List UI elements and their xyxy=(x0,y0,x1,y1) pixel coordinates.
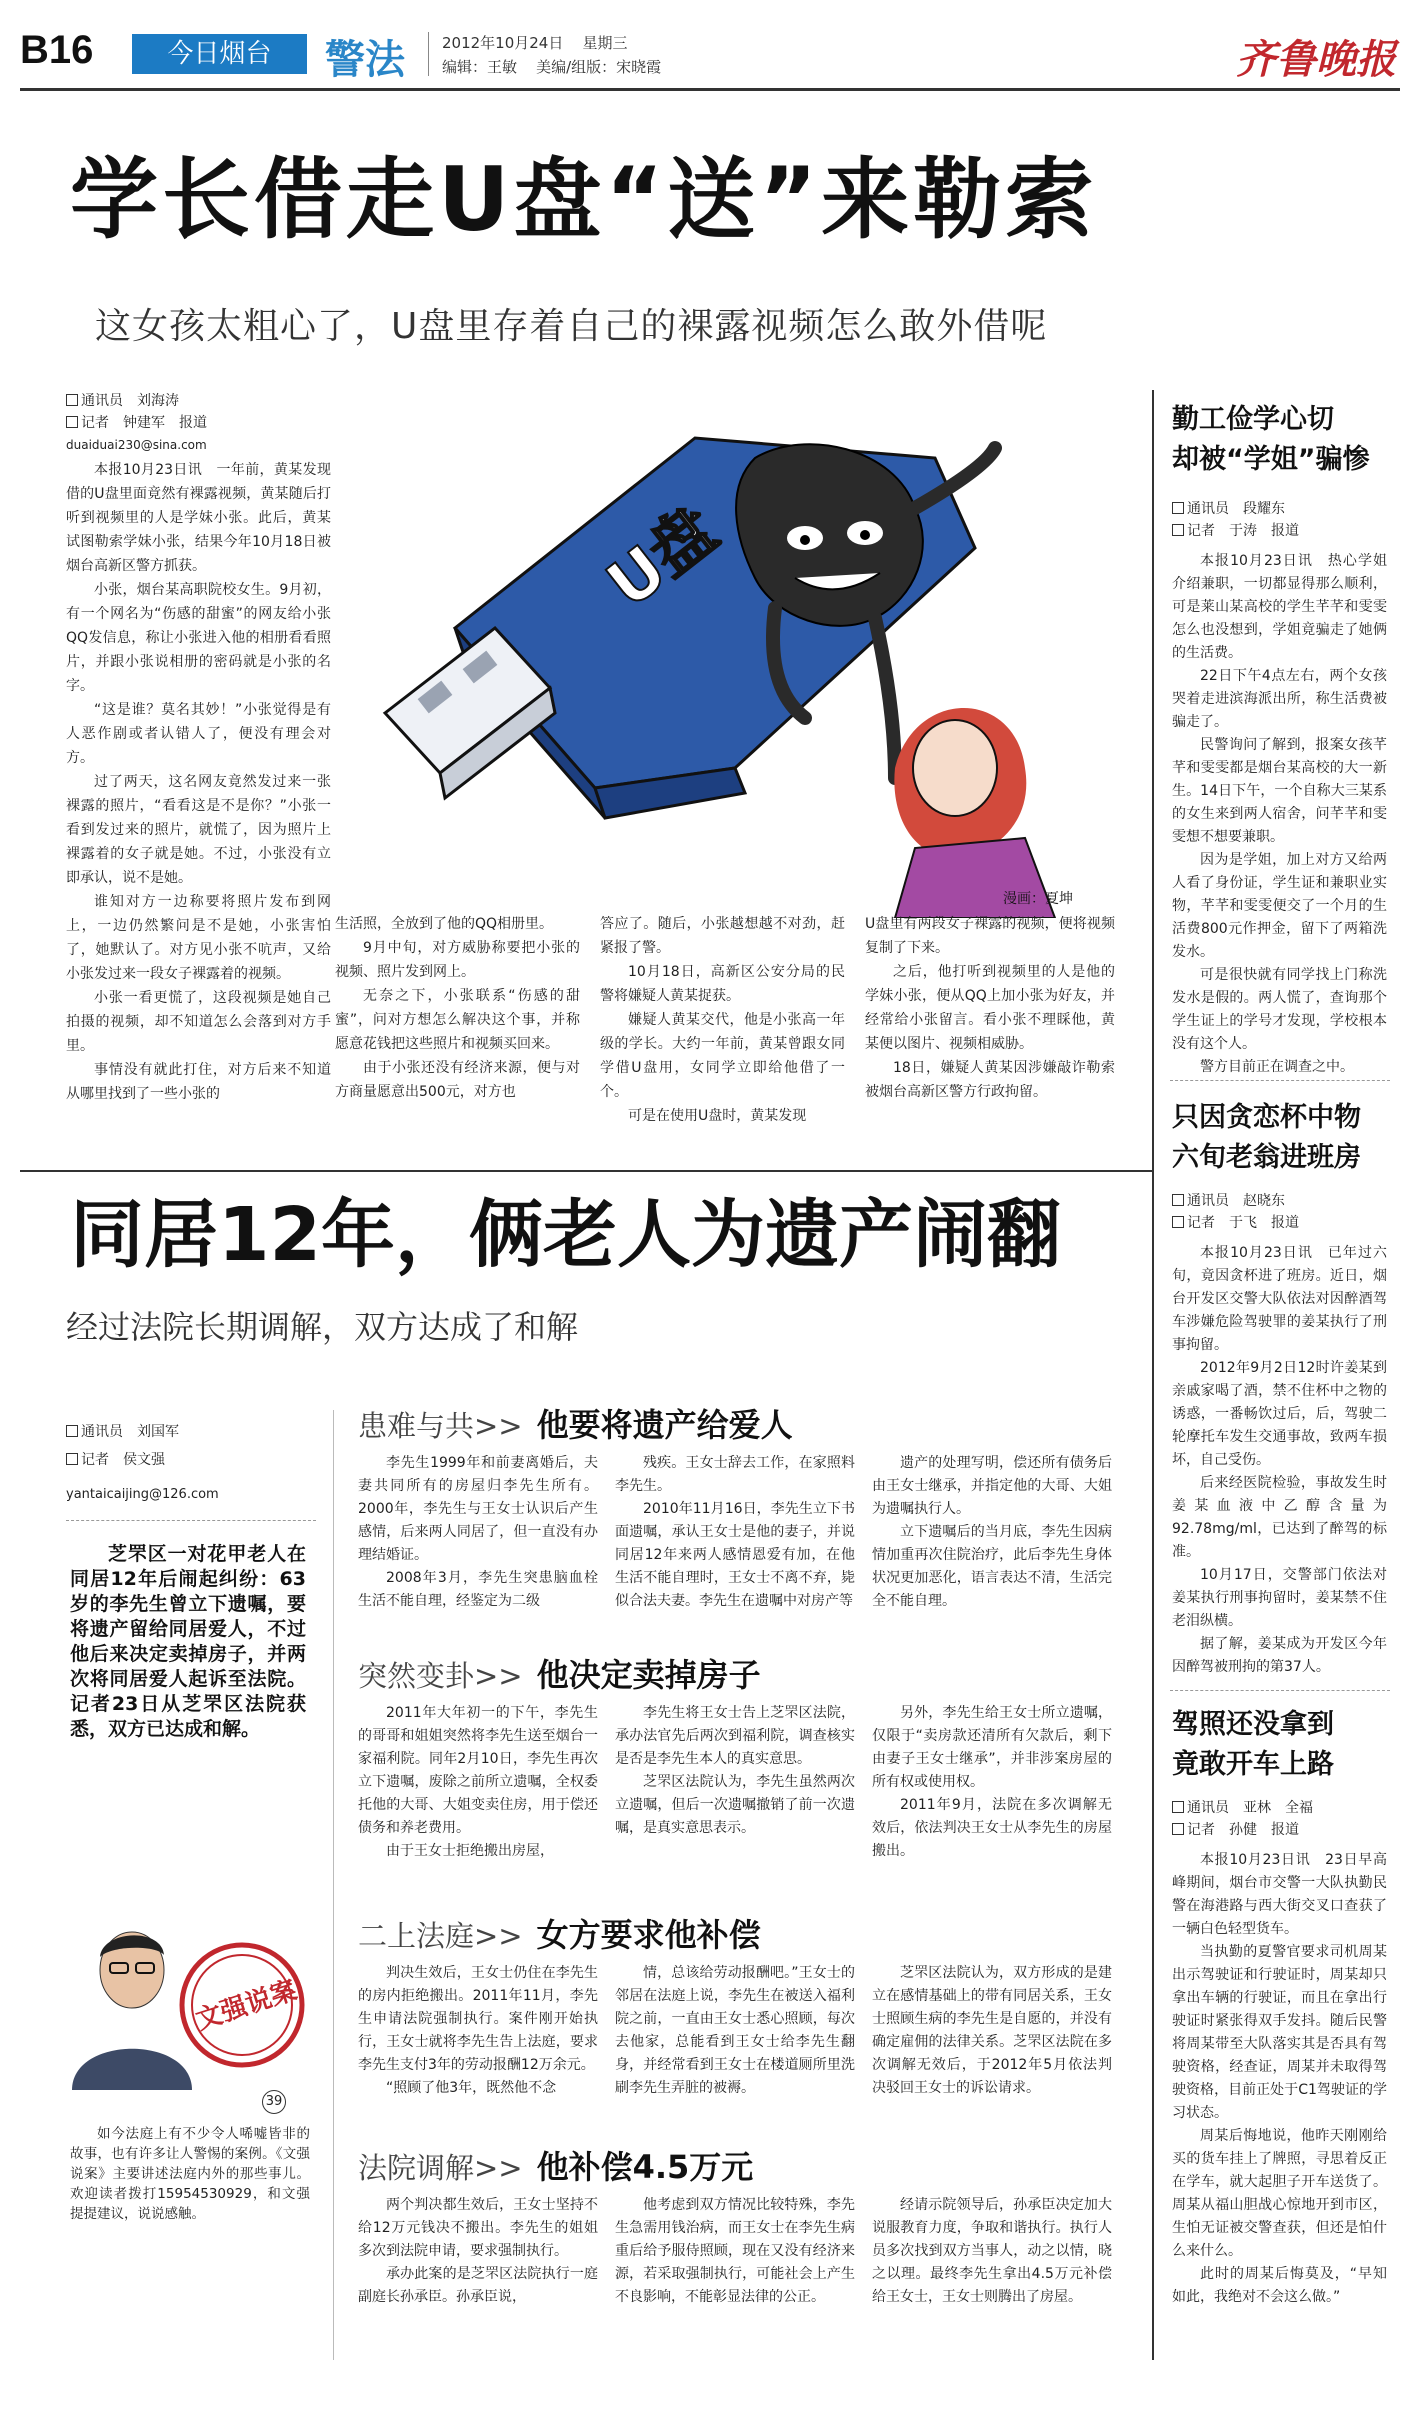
story1-col4-p2: 之后，他打听到视频里的人是他的学妹小张，便从QQ上加小张为好友，并经常给小张留言。看小张不理睬他，黄某便以图片、视频相威胁。 xyxy=(865,964,1115,1052)
column-stamp: 文强说案 xyxy=(192,1975,301,2037)
section-headline: 他决定卖掉房子 xyxy=(536,1656,761,1694)
story1-col2-p3: 无奈之下，小张联系“伤感的甜蜜”，问对方想怎么解决这个事，并称愿意花钱把这些照片和视频买回来。 xyxy=(335,988,580,1052)
section-heading xyxy=(358,1400,793,1446)
story2-inner-rule xyxy=(333,1410,334,2360)
side1-body xyxy=(1172,550,1387,1130)
section-column xyxy=(615,1702,855,1912)
side-divider-1 xyxy=(1170,1080,1390,1081)
story1-col2 xyxy=(335,912,580,1212)
story1-col1-p2: 小张，烟台某高职院校女生。9月初，有一个网名为“伤感的甜蜜”的网友给小张QQ发信息，称让小张进入他的相册看看照片，并跟小张说相册的密码就是小张的名字。 xyxy=(66,582,331,694)
story1-col4-p1: U盘里有两段女子裸露的视频，便将视频复制了下来。 xyxy=(865,916,1115,956)
story1-col1-p6: 小张一看更慌了，这段视频是她自己拍摄的视频，却不知道怎么会落到对方手里。 xyxy=(66,990,331,1054)
story1-col3 xyxy=(600,912,845,1212)
side3-p1: 本报10月23日讯 23日早高峰期间，烟台市交警一大队执勤民警在海港路与西大街交叉口查获了一辆白色轻型货车。 xyxy=(1172,1852,1387,1937)
side-story1 xyxy=(1172,400,1387,1130)
section-paragraph: 2011年大年初一的下午，李先生的哥哥和姐姐突然将李先生送至烟台一家福利院。同年2月10日，李先生再次立下遗嘱，废除之前所立遗嘱，全权委托他的大哥、大姐变卖住房，用于偿还债务和养老费用。 xyxy=(358,1705,598,1836)
story1-illustration xyxy=(335,388,1147,918)
side1-byline1: 通讯员 段耀东 xyxy=(1172,498,1387,520)
column-number: 39 xyxy=(262,2090,286,2114)
story2-byline2: 记者 侯文强 xyxy=(66,1446,326,1474)
story2-lead: 芝罘区一对花甲老人在同居12年后闹起纠纷：63岁的李先生曾立下遗嘱，要将遗产留给同居爱人，不过他后来决定卖掉房子，并两次将同居爱人起诉至法院。记者23日从芝罘区法院获悉，双方已达成和解。 xyxy=(70,1543,306,1740)
editor-line xyxy=(442,56,661,77)
page-number: B16 xyxy=(20,28,94,72)
side1-title2: 却被“学姐”骗惨 xyxy=(1172,444,1370,475)
story2-byline1: 通讯员 刘国军 xyxy=(66,1418,326,1446)
story2-email: yantaicaijing@126.com xyxy=(66,1487,219,1502)
section-kicker: 突然变卦>> xyxy=(358,1659,523,1693)
story2-subtitle: 经过法院长期调解，双方达成了和解 xyxy=(66,1308,579,1346)
story1-col1-p5: 谁知对方一边称要将照片发布到网上，一边仍然繁问是不是她，小张害怕了，她默认了。对方见小张不吭声，又给小张发过来一段女子裸露着的视频。 xyxy=(66,894,331,982)
side-divider-2 xyxy=(1170,1690,1390,1691)
story1-subtitle: 这女孩太粗心了，U盘里存着自己的裸露视频怎么敢外借呢 xyxy=(95,306,1048,347)
section-heading xyxy=(358,2142,753,2188)
section-name: 警法 xyxy=(325,37,405,83)
side3-title1: 驾照还没拿到 xyxy=(1172,1709,1334,1740)
side2-p2: 2012年9月2日12时许姜某到亲戚家喝了酒，禁不住杯中之物的诱惑，一番畅饮过后，后，驾驶二轮摩托车发生交通事故，致两车损坏，自己受伤。 xyxy=(1172,1360,1387,1468)
section-paragraph: 2010年11月16日，李先生立下书面遗嘱，承认王女士是他的妻子，并说同居12年来两人感情恩爱有加，在他生活不能自理时，王女士不离不弃，毙似合法夫妻。李先生在遗嘱中对房产等 xyxy=(615,1501,855,1609)
side1-p6: 警方目前正在调查之中。 xyxy=(1200,1059,1354,1075)
section-kicker: 法院调解>> xyxy=(358,2151,523,2185)
section-paragraph: 两个判决都生效后，王女士坚持不给12万元钱决不搬出。李先生的姐姐多次到法院申请，要求强制执行。 xyxy=(358,2197,598,2259)
story1-col3-p3: 嫌疑人黄某交代，他是小张高一年级的学长。大约一年前，黄某曾跟女同学借U盘用，女同学立即给他借了一个。 xyxy=(600,1012,845,1100)
section-kicker: 二上法庭>> xyxy=(358,1919,523,1953)
story1-col3-p2: 10月18日，高新区公安分局的民警将嫌疑人黄某捉获。 xyxy=(600,964,845,1004)
side1-p1: 本报10月23日讯 热心学姐介绍兼职，一切都显得那么顺利，可是莱山某高校的学生芊芊和雯雯怎么也没想到，学姐竟骗走了她俩的生活费。 xyxy=(1172,553,1387,661)
section-paragraph: 经请示院领导后，孙承臣决定加大说服教育力度，争取和谐执行。执行人员多次找到双方当事人，动之以情，晓之以理。最终李先生拿出4.5万元补偿给王女士，王女士则腾出了房屋。 xyxy=(872,2197,1112,2305)
side2-byline1: 通讯员 赵晓东 xyxy=(1172,1190,1387,1212)
section-column xyxy=(872,1962,1112,2162)
side1-p2: 22日下午4点左右，两个女孩哭着走进滨海派出所，称生活费被骗走了。 xyxy=(1172,668,1387,730)
usb-label: U盘 xyxy=(594,493,732,623)
side1-p5: 可是很快就有同学找上门称洗发水是假的。两人慌了，查询那个学生证上的学号才发现，学校根本没有这个人。 xyxy=(1172,967,1387,1052)
story1-col2-p1: 生活照，全放到了他的QQ相册里。 xyxy=(335,916,554,932)
section-paragraph: 芝罘区法院认为，双方形成的是建立在感情基础上的带有同居关系，王女士照顾生病的李先生是自愿的，并没有确定雇佣的法律关系。芝罘区法院在多次调解无效后，于2012年5月依法判决驳回王女士的诉讼请求。 xyxy=(872,1965,1112,2096)
issue-weekday: 星期三 xyxy=(582,34,628,52)
section-column xyxy=(615,1962,855,2162)
section-paragraph: 承办此案的是芝罘区法院执行一庭副庭长孙承臣。孙承臣说， xyxy=(358,2266,598,2305)
column-promo: 如今法庭上有不少令人唏嘘皆非的故事，也有许多让人警惕的案例。《文强说案》主要讲述法庭内外的那些事儿。欢迎读者拨打15954530929，和文强提提建议，说说感触。 xyxy=(70,2126,310,2222)
section-tab: 今日烟台 xyxy=(132,34,307,74)
story1-col1 xyxy=(66,458,331,1258)
section-paragraph: 他考虑到双方情况比较特殊，李先生急需用钱治病，而王女士在李先生病重后给予服侍照顾，现在又没有经济来源，若采取强制执行，可能社会上产生不良影响，不能彰显法律的公正。 xyxy=(615,2197,855,2305)
section-headline: 他补偿4.5万元 xyxy=(536,2148,754,2186)
section-headline: 他要将遗产给爱人 xyxy=(536,1406,793,1444)
issue-date-line xyxy=(442,32,627,53)
illustration-credit: 漫画：夏坤 xyxy=(1003,891,1073,907)
byline-email: duaiduai230@sina.com xyxy=(66,438,207,452)
section-paragraph: 2008年3月，李先生突患脑血栓生活不能自理，经鉴定为二级 xyxy=(358,1570,598,1609)
side2-p5: 据了解，姜某成为开发区今年因醉驾被刑拘的第37人。 xyxy=(1172,1636,1387,1675)
section-paragraph: 残疾。王女士辞去工作，在家照料李先生。 xyxy=(615,1455,855,1494)
story2-byline-rule xyxy=(66,1520,316,1521)
section-column xyxy=(358,1962,598,2162)
sidebar-rule xyxy=(1152,390,1154,2360)
byline-correspondent: 通讯员 刘海涛 xyxy=(66,390,326,412)
story1-col3-p1: 答应了。随后，小张越想越不对劲，赶紧报了警。 xyxy=(600,916,845,956)
story2-byline xyxy=(66,1418,326,1506)
usb-monster-cartoon xyxy=(335,388,1147,918)
section-paragraph: 另外，李先生给王女士所立遗嘱，仅限于“卖房款还清所有欠款后，剩下由妻子王女士继承”，并非涉案房屋的所有权或使用权。 xyxy=(872,1705,1112,1790)
story1-title: 学长借走U盘“送”来勒索 xyxy=(70,148,1098,251)
section-column xyxy=(358,2194,598,2404)
section-paragraph: 情，总该给劳动报酬吧。”王女士的邻居在法庭上说，李先生在被送入福利院之前，一直由王女士悉心照顾，每次去他家，总能看到王女士给李先生翻身，并经常看到王女士在楼道厕所里洗刷李先生弄脏的被褥。 xyxy=(615,1965,855,2096)
section-paragraph: 遗产的处理写明，偿还所有债务后由王女士继承，并指定他的大哥、大姐为遗嘱执行人。 xyxy=(872,1455,1112,1517)
section-heading xyxy=(358,1910,761,1956)
side3-title2: 竟敢开车上路 xyxy=(1172,1749,1334,1780)
section-paragraph: 判决生效后，王女士仍住在李先生的房内拒绝搬出。2011年11月，李先生申请法院强制执行。案件刚开始执行，王女士就将李先生告上法庭，要求李先生支付3年的劳动报酬12万余元。 xyxy=(358,1965,598,2073)
story1-col2-p2: 9月中旬，对方威胁称要把小张的视频、照片发到网上。 xyxy=(335,940,580,980)
section-paragraph: 2011年9月，法院在多次调解无效后，依法判决王女士从李先生的房屋搬出。 xyxy=(872,1797,1112,1859)
story1-col4-p3: 18日，嫌疑人黄某因涉嫌敲诈勒索被烟台高新区警方行政拘留。 xyxy=(865,1060,1115,1100)
story1-col4 xyxy=(865,912,1115,1212)
side1-title1: 勤工俭学心切 xyxy=(1172,404,1334,435)
side1-p3: 民警询问了解到，报案女孩芊芊和雯雯都是烟台某高校的大一新生。14日下午，一个自称大三某系的女生来到两人宿舍，问芊芊和雯雯想不想要兼职。 xyxy=(1172,737,1387,845)
side2-byline2: 记者 于飞 报道 xyxy=(1172,1212,1387,1234)
section-paragraph: 立下遗嘱后的当月底，李先生因病情加重再次住院治疗，此后李先生身体状况更加恶化，语言表达不清，生活完全不能自理。 xyxy=(872,1524,1112,1609)
side1-p4: 因为是学姐，加上对方又给两人看了身份证，学生证和兼职业实物，芊芊和雯雯便交了一个月的生活费800元作押金，留下了两箱洗发水。 xyxy=(1172,852,1387,960)
story1-col3-p4: 可是在使用U盘时，黄某发现 xyxy=(628,1108,807,1124)
side3-byline2: 记者 孙健 报道 xyxy=(1172,1819,1387,1841)
side3-p3: 周某后悔地说，他昨天刚刚给买的货车挂上了牌照，寻思着反正在学车，就大起胆子开车送货了。周某从福山胆战心惊地开到市区，生怕无证被交警查获，但还是怕什么来什么。 xyxy=(1172,2128,1387,2259)
story2-title: 同居12年，俩老人为遗产闹翻 xyxy=(70,1192,1061,1278)
story1-col1-p4: 过了两天，这名网友竟然发过来一张裸露的照片，“看看这是不是你？”小张一看到发过来的照片，就慌了，因为照片上裸露着的女子就是她。不过，小张没有立即承认，说不是她。 xyxy=(66,774,331,886)
story1-col1-p3: “这是谁？莫名其妙！”小张觉得是有人恶作剧或者认错人了，便没有理会对方。 xyxy=(66,702,331,766)
section-column xyxy=(615,1452,855,1652)
side2-p4: 10月17日，交警部门依法对姜某执行刑事拘留时，姜某禁不住老泪纵横。 xyxy=(1172,1567,1387,1629)
issue-date: 2012年10月24日 xyxy=(442,34,564,52)
story2-top-rule xyxy=(20,1170,1152,1172)
side3-body xyxy=(1172,1849,1387,2409)
byline-reporter: 记者 钟建军 报道 xyxy=(66,412,326,434)
designer: 美编/组版：宋晓霞 xyxy=(536,58,662,76)
side2-p1: 本报10月23日讯 已年过六旬，竟因贪杯进了班房。近日，烟台开发区交警大队依法对因醉酒驾车涉嫌危险驾驶罪的姜某执行了刑事拘留。 xyxy=(1172,1245,1387,1353)
section-paragraph: 李先生1999年和前妻离婚后，夫妻共同所有的房屋归李先生所有。2000年，李先生与王女士认识后产生感情，后来两人同居了，但一直没有办理结婚证。 xyxy=(358,1455,598,1563)
story1-col1-p1: 本报10月23日讯 一年前，黄某发现借的U盘里面竟然有裸露视频，黄某随后打听到视频里的人是学妹小张。此后，黄某试图勒索学妹小张，结果今年10月18日被烟台高新区警方抓获。 xyxy=(66,462,331,574)
header-divider xyxy=(428,32,429,76)
section-paragraph: 李先生将王女士告上芝罘区法院，承办法官先后两次到福利院，调查核实是否是李先生本人的真实意思。 xyxy=(615,1705,855,1767)
side1-byline2: 记者 于涛 报道 xyxy=(1172,520,1387,542)
side-story2 xyxy=(1172,1098,1387,1802)
section-column xyxy=(872,2194,1112,2404)
side2-title1: 只因贪恋杯中物 xyxy=(1172,1102,1361,1133)
section-column xyxy=(615,2194,855,2404)
side2-p3: 后来经医院检验，事故发生时姜某血液中乙醇含量为92.78mg/ml，已达到了醉驾的标准。 xyxy=(1172,1475,1387,1560)
newspaper-logo: 齐鲁晚报 xyxy=(1236,36,1396,83)
side3-p4: 此时的周某后悔莫及，“早知如此，我绝对不会这么做。” xyxy=(1172,2266,1387,2305)
side3-byline1: 通讯员 亚林 全福 xyxy=(1172,1797,1387,1819)
section-column xyxy=(872,1452,1112,1652)
header-rule xyxy=(20,88,1400,91)
side3-p2: 当执勤的夏警官要求司机周某出示驾驶证和行驶证时，周某却只拿出车辆的行驶证，而且在拿出行驶证时紧张得双手发抖。随后民警将周某带至大队落实其是否具有驾驶资格，经查证，周某并未取得驾驶资格，目前正处于C1驾驶证的学习状态。 xyxy=(1172,1944,1387,2121)
story1-col2-p4: 由于小张还没有经济来源，便与对方商量愿意出500元，对方也 xyxy=(335,1060,580,1100)
section-paragraph: 由于王女士拒绝搬出房屋， xyxy=(386,1843,554,1859)
section-column xyxy=(358,1702,598,1912)
columnist-box xyxy=(62,1915,322,2090)
columnist-portrait xyxy=(62,1915,322,2090)
section-paragraph: “照顾了他3年，既然他不念 xyxy=(386,2080,557,2096)
section-column xyxy=(872,1702,1112,1912)
page-header xyxy=(20,28,1400,88)
section-column xyxy=(358,1452,598,1652)
side2-title2: 六旬老翁进班房 xyxy=(1172,1142,1361,1173)
editor: 编辑：王敏 xyxy=(442,58,518,76)
story1-col1-p7: 事情没有就此打住，对方后来不知道从哪里找到了一些小张的 xyxy=(66,1062,331,1102)
section-headline: 女方要求他补偿 xyxy=(536,1916,761,1954)
section-paragraph: 芝罘区法院认为，李先生虽然两次立遗嘱，但后一次遗嘱撤销了前一次遗嘱，是真实意思表示。 xyxy=(615,1774,855,1836)
section-kicker: 患难与共>> xyxy=(358,1409,523,1443)
story1-byline xyxy=(66,390,326,456)
side-story3 xyxy=(1172,1705,1387,2409)
section-heading xyxy=(358,1650,761,1696)
